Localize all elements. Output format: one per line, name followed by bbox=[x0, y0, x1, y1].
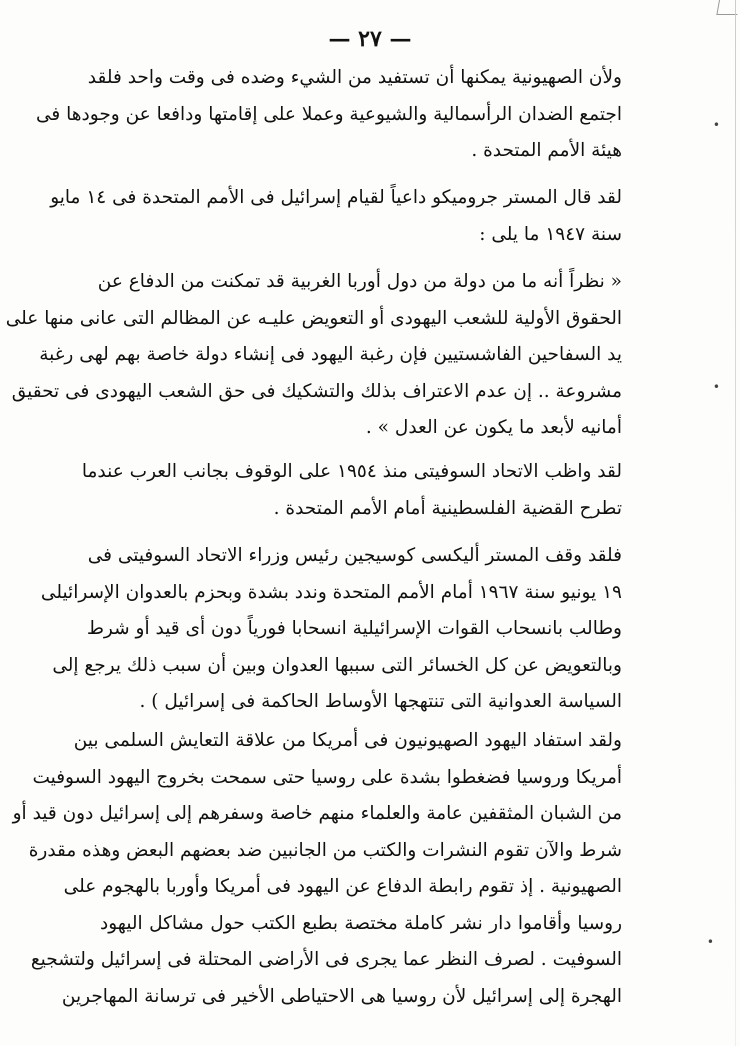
text-line: الحقوق الأولية للشعب اليهودى أو التعويض عليـه عن المظالم التى عانى منها على bbox=[5, 307, 622, 329]
margin-dot-mark: • bbox=[712, 380, 720, 394]
paragraph-2 bbox=[50, 180, 622, 253]
text-line: من الشبان المثقفين عامة والعلماء منهم خاصة وسفرهم إلى إسرائيل دون قيد أو bbox=[12, 803, 622, 824]
text-line: السياسة العدوانية التى تنتهجها الأوساط الحاكمة فى إسرائيل ) . bbox=[139, 691, 622, 712]
text-line: السوفيت . لصرف النظر عما يجرى فى الأراضى المحتلة فى إسرائيل ولتشجيع bbox=[30, 949, 622, 970]
text-line: فلقد وقف المستر أليكسى كوسيجين رئيس وزراء الاتحاد السوفيتى فى bbox=[87, 545, 622, 566]
text-line: « نظراً أنه ما من دولة من دول أوربا الغربية قد تمكنت من الدفاع عن bbox=[97, 271, 622, 292]
text-line: شرط والآن تقوم النشرات والكتب من الجانبين ضد بعضهم البعض وهذه مقدرة bbox=[28, 839, 622, 861]
paragraph-4 bbox=[81, 454, 622, 527]
text-line: لقد واظب الاتحاد السوفيتى منذ ١٩٥٤ على الوقوف بجانب العرب عندما bbox=[81, 461, 622, 482]
text-line: روسيا وأقاموا دار نشر كاملة مختصة بطبع الكتب حول مشاكل اليهود bbox=[100, 912, 622, 934]
margin-dot-mark: • bbox=[712, 118, 720, 132]
text-line: تطرح القضية الفلسطينية أمام الأمم المتحدة . bbox=[273, 497, 622, 519]
paragraph-1 bbox=[36, 60, 622, 170]
text-line: مشروعة .. إن عدم الاعتراف بذلك والتشكيك فى حق الشعب اليهودى فى تحقيق bbox=[11, 380, 622, 402]
text-line: ولأن الصهيونية يمكنها أن تستفيد من الشيء وضده فى وقت واحد فلقد bbox=[87, 67, 622, 88]
text-line: أمريكا وروسيا فضغطوا بشدة على روسيا حتى سمحت بخروج اليهود السوفيت bbox=[32, 766, 622, 788]
paragraph-5 bbox=[40, 538, 622, 721]
text-line: أمانيه لأبعد ما يكون عن العدل » . bbox=[365, 417, 622, 438]
text-line: وبالتعويض عن كل الخسائر التى سببها العدوان وبين أن سبب ذلك يرجع إلى bbox=[52, 654, 622, 676]
text-line: هيئة الأمم المتحدة . bbox=[471, 140, 622, 161]
text-line: اجتمع الضدان الرأسمالية والشيوعية وعملا على إقامتها ودافعا عن وجودها فى bbox=[36, 103, 622, 125]
text-line: ولقد استفاد اليهود الصهيونيون فى أمريكا من علاقة التعايش السلمى بين bbox=[73, 730, 622, 751]
text-line: ١٩ يونيو سنة ١٩٦٧ أمام الأمم المتحدة وندد بشدة وبحزم بالعدوان الإسرائيلى bbox=[40, 581, 622, 603]
paragraph-6 bbox=[12, 723, 622, 1015]
page-number: — ٢٧ — bbox=[328, 26, 412, 52]
text-line: لقد قال المستر جروميكو داعياً لقيام إسرائيل فى الأمم المتحدة فى ١٤ مايو bbox=[50, 187, 622, 208]
paragraph-3-quote bbox=[5, 264, 622, 447]
text-line: وطالب بانسحاب القوات الإسرائيلية انسحابا فورياً دون أى قيد أو شرط bbox=[86, 618, 622, 639]
text-line: يد السفاحين الفاشستيين فإن رغبة اليهود فى إنشاء دولة خاصة بهم لهى رغبة bbox=[39, 344, 622, 365]
margin-dot-mark: • bbox=[706, 935, 714, 949]
text-line: الهجرة إلى إسرائيل لأن روسيا هى الاحتياطى الأخير فى ترسانة المهاجرين bbox=[61, 985, 622, 1007]
text-line: الصهيونية . إذ تقوم رابطة الدفاع عن اليهود فى أمريكا وأوربا بالهجوم على bbox=[63, 876, 622, 897]
page-edge-line bbox=[735, 0, 736, 1046]
text-line: سنة ١٩٤٧ ما يلى : bbox=[479, 223, 622, 245]
page-corner-fold bbox=[716, 0, 740, 15]
